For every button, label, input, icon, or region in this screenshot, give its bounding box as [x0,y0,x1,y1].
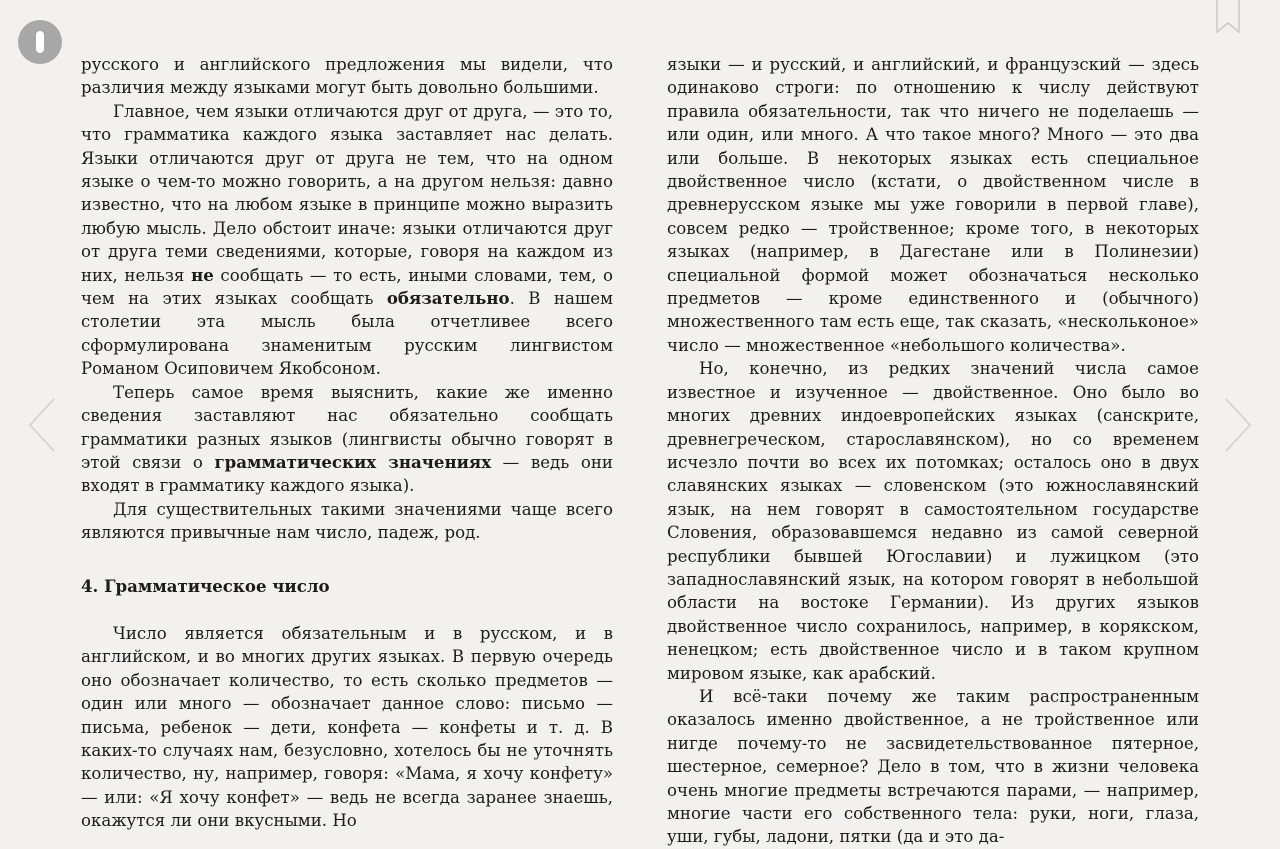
chevron-right-icon[interactable] [1224,398,1252,452]
paragraph: языки — и русский, и английский, и французский — здесь одинаково строги: по отношению к числу действуют правила обязательности, так что ничего не поделаешь — или один, или много. А что такое много? Много — это два или больше. В некоторых языках есть специальное двойственное число (кстати, о двойственном числе в древнерусском языке мы уже говорили в первой главе), совсем редко — тройственное; кроме того, в некоторых языках (например, в Дагестане или в Полинезии) специальной формой может обозначаться несколько предметов — кроме единственного и (обычного) множественного там есть еще, так сказать, «нескольконое» число — множественное «небольшого количества». [667,55,1199,355]
paragraph: Для существительных такими значениями чаще всего являются привычные нам число, падеж, род. [81,499,613,543]
text-run: . В нашем столетии эта мысль была отчетливее всего сформулирована знаменитым русским лингвистом Романом Осиповичем Якобсоном. [81,289,613,379]
paragraph: Число является обязательным и в русском, и в английском, и во многих других языках. В первую очередь оно обозначает количество, то есть сколько предметов — один или много — обозначает данное слово: письмо — письма, ребенок — дети, конфета — конфеты и т. д. В каких-то случаях нам, безусловно, хотелось бы не уточнять количество, ну, например, говоря: «Мама, я хочу конфету» — или: «Я хочу конфет» — ведь не всегда заранее знаешь, окажутся ли они вкусными. Но [81,623,613,831]
bookmark-icon[interactable] [1216,0,1240,34]
text-run: — ведь они входят в грамматику каждого языка). [81,452,613,496]
paragraph: И всё-таки почему же таким распространенным оказалось именно двойственное, а не тройственное или нигде почему-то не засвидетельствованное пятерное, шестерное, семерное? Дело в том, что в жизни человека очень многие предметы встречаются парами, — например, многие части его собственного тела: руки, ноги, глаза, уши, губы, ладони, пятки (да и это да- [667,686,1199,847]
bold-text: обязательно [386,288,510,309]
bold-text: грамматических значениях [214,451,492,472]
section-heading: 4. Грамматическое число [81,575,330,596]
right-page-column [667,53,1199,849]
paragraph [81,381,613,498]
text-run: Главное, чем языки отличаются друг от друга, — это то, что грамматика каждого языка заставляет нас делать. Языки отличаются друг от друга не тем, что на одном языке о чем-то можно говорить, а на другом нельзя: давно известно, что на любом языке в принципе можно выразить любую мысль. Дело обстоит иначе: языки отличаются друг от друга теми сведениями, которые, говоря на каждом из них, нельзя [81,101,613,285]
left-page-column [81,53,613,833]
paragraph [81,100,613,381]
menu-button[interactable] [18,20,62,64]
text-run: сообщать — то есть, иными словами, тем, о чем на этих языках сообщать [81,265,613,309]
text-run: Теперь самое время выяснить, какие же именно сведения заставляют нас обязательно сообщать грамматики разных языков (лингвисты обычно говорят в этой связи о [81,382,613,472]
menu-icon [36,31,44,53]
bold-text: не [191,264,214,285]
chevron-left-icon[interactable] [28,398,56,452]
paragraph: русского и английского предложения мы видели, что различия между языками могут быть довольно большими. [81,55,613,98]
paragraph: Но, конечно, из редких значений числа самое известное и изученное — двойственное. Оно было во многих древних индоевропейских языках (санскрите, древнегреческом, старославянском), но со временем исчезло почти во всех их потомках; осталось оно в двух славянских языках — словенском (это южнославянский язык, на нем говорят в самостоятельном государстве Словения, образовавшемся недавно из самой северной республики бывшей Югославии) и лужицком (это западнославянский язык, на котором говорят в небольшой области на востоке Германии). Из других языков двойственное число сохранилось, например, в корякском, ненецком; есть двойственное число и в таком крупном мировом языке, как арабский. [667,359,1199,683]
